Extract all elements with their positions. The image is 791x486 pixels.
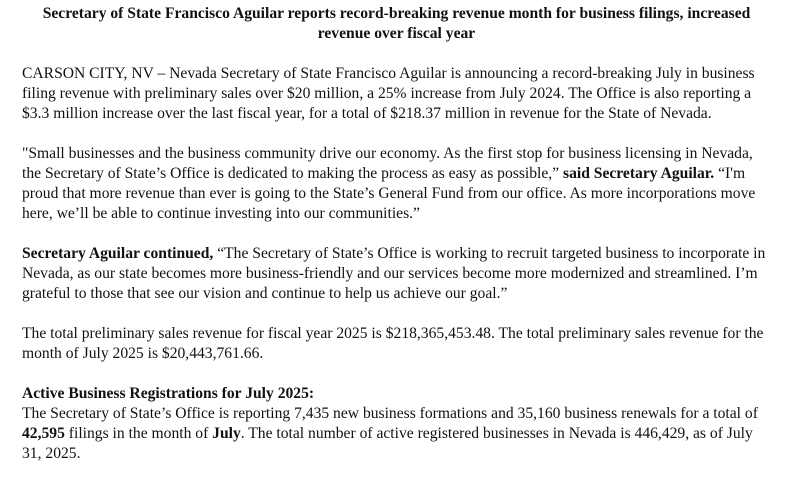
paragraph-revenue: The total preliminary sales revenue for fiscal year 2025 is $218,365,453.48. The total preliminary sales revenue for the month of July 2025 is $20,443,761.66. [22, 325, 764, 362]
filing-month: July [212, 425, 241, 442]
quote-2-attribution: Secretary Aguilar continued, [22, 245, 214, 262]
registrations-text-3: . The total number of active registered businesses in Nevada is 446,429, as of July 31, 2025. [22, 425, 753, 462]
total-filings-value: 42,595 [22, 425, 65, 442]
registrations-text-2: filings in the month of [64, 425, 213, 442]
paragraph-registrations [22, 404, 771, 464]
paragraph-intro: CARSON CITY, NV – Nevada Secretary of State Francisco Aguilar is announcing a record-breaking July in business filing revenue with preliminary sales over $20 million, a 25% increase from July 2024. The Office is also reporting a $3.3 million increase over the last fiscal year, for a total of $218.37 million in revenue for the State of Nevada. [22, 65, 755, 122]
quote-2-text: “The Secretary of State’s Office is working to recruit targeted business to incorporate in Nevada, as our state becomes more business-friendly and our services become more modernized and streamlined. I’m grateful to those that see our vision and continue to help us achieve our goal.” [22, 245, 766, 302]
quote-1-text: "Small businesses and the business community drive our economy. As the first stop for business licensing in Nevada, the Secretary of State’s Office is dedicated to making the process as easy as possible,” [22, 145, 753, 182]
paragraph-quote-1 [22, 144, 771, 224]
section-heading: Active Business Registrations for July 2025: [22, 385, 315, 402]
quote-1-continuation: “I'm proud that more revenue than ever is going to the State’s General Fund from our office. As more incorporations move here, we’ll be able to continue investing into our communities.” [22, 165, 756, 222]
paragraph-quote-2 [22, 244, 771, 304]
quote-1-attribution: said Secretary Aguilar. [563, 165, 715, 182]
registrations-text-1: The Secretary of State’s Office is reporting 7,435 new business formations and 35,160 business renewals for a total of [22, 405, 758, 422]
article-title: Secretary of State Francisco Aguilar reports record-breaking revenue month for business filings, increased revenue over fiscal year [42, 5, 751, 42]
